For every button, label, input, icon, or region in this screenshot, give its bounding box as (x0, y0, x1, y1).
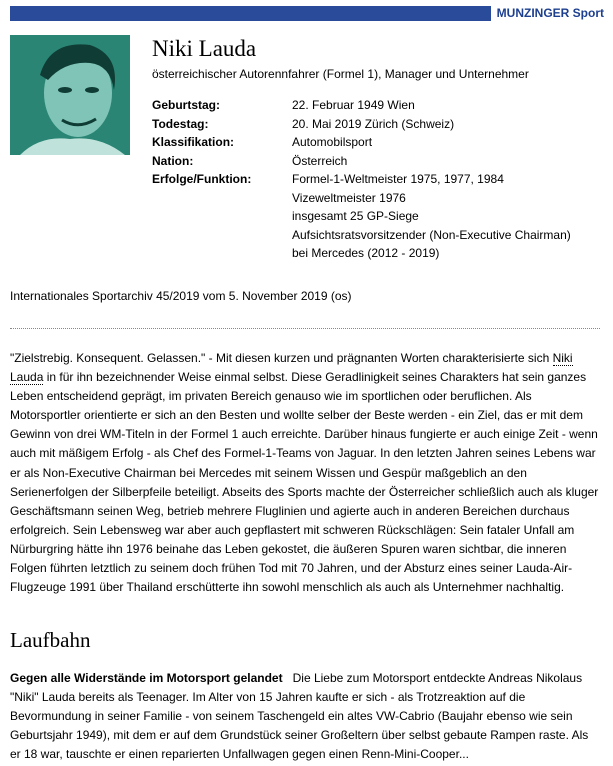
fact-label: Todestag: (152, 116, 209, 131)
fact-label: Klassifikation: (152, 135, 235, 149)
intro-text: in für ihn bezeichnender Weise einmal selbst. Diese Geradlinigkeit seines Charakters hat sein ganzes Leben entscheidend geprägt, im privaten Bereich genauso wie im sportlichen oder beruflichen. Als Motorsportler orientierte er sich an den Besten und wollte selber der Beste werden - ein Ziel, das er mit dem Gewinn von drei WM-Titeln in der Formel 1 auch erreichte. Darüber hinaus fungierte er auch einige Zeit - wenn auch mit mäßigem Erfolg - als Chef des Formel-1-Teams von Jaguar. In den letzten Jahren seines Lebens war er als Non-Executive Chairman bei Mercedes mit seinem Wissen und Gespür maßgeblich an den Serienerfolgen der Silberpfeile beteiligt. Abseits des Sports machte der Österreicher schließlich auch als kluger Geschäftsmann seinen Weg, betrieb mehrere Fluglinien und agierte auch in anderen Bereichen durchaus erfolgreich. Sein Lebensweg war aber auch gepflastert mit schweren Rückschlägen: Sein fataler Unfall am Nürburgring hätte ihn 1976 beinahe das Leben gekostet, die äußeren Spuren waren sichtbar, die inneren Folgen führten letztlich zu seinem doch frühen Tod mit 70 Jahren, und der Absturz eines seiner Lauda-Air-Flugzeuge 1991 über Thailand erschütterte ihn sowohl menschlich als auch als Unternehmer nachhaltig. (10, 370, 599, 595)
fact-label: Erfolge/Funktion: (152, 172, 252, 186)
fact-value: 20. Mai 2019 Zürich (Schweiz) (292, 116, 455, 131)
section-text: Die Liebe zum Motorsport entdeckte Andreas Nikolaus "Niki" Lauda bereits als Teenager. Im Alter von 15 Jahren kaufte er sich - als Trotzreaktion auf die Bevormundung in seiner Familie - von seinem Taschengeld ein altes VW-Cabrio (Baujahr ebenso wie sein Geburtsjahr 1949), mit dem er auf dem Grundstück seiner Großeltern über selbst gebaute Rampen raste. Als er 18 war, tauschte er einen reparierten Unfallwagen gegen einen Renn-Mini-Cooper... (10, 671, 589, 762)
header-bar (10, 6, 608, 21)
intro-text: "Zielstrebig. Konsequent. Gelassen." - Mit diesen kurzen und prägnanten Worten charakterisierte sich (10, 351, 553, 365)
fact-value-line: insgesamt 25 GP-Siege (292, 209, 419, 223)
fact-value: Österreich (292, 153, 348, 168)
fact-row (152, 152, 612, 171)
divider (10, 328, 600, 329)
fact-value-line: Aufsichtsratsvorsitzender (Non-Executive Chairman) (292, 227, 571, 242)
fact-value: 22. Februar 1949 Wien (292, 98, 415, 112)
person-link[interactable]: Niki Lauda (10, 351, 573, 385)
person-subtitle: österreichischer Autorennfahrer (Formel 1), Manager und Unternehmer (152, 67, 529, 81)
fact-value: Automobilsport (292, 135, 373, 149)
fact-value-line: bei Mercedes (2012 - 2019) (292, 246, 440, 260)
brand-label[interactable]: MUNZINGER Sport (491, 6, 608, 21)
fact-row (152, 133, 612, 152)
fact-value-line: Vizeweltmeister 1976 (292, 190, 406, 205)
fact-row (152, 96, 612, 115)
person-name: Niki Lauda (152, 36, 257, 61)
fact-row (152, 170, 612, 263)
fact-value-list (292, 170, 612, 263)
facts-table (152, 96, 612, 263)
fact-row (152, 115, 612, 134)
fact-value-line: Formel-1-Weltmeister 1975, 1977, 1984 (292, 172, 504, 186)
section-paragraph (10, 669, 602, 764)
section-subheading: Gegen alle Widerstände im Motorsport gelandet (10, 671, 283, 685)
fact-label: Geburtstag: (152, 98, 221, 112)
section-heading: Laufbahn (10, 628, 91, 652)
fact-label: Nation: (152, 153, 194, 168)
source-note: Internationales Sportarchiv 45/2019 vom 5. November 2019 (os) (10, 289, 352, 303)
intro-paragraph (10, 349, 602, 597)
portrait-photo (10, 35, 130, 155)
